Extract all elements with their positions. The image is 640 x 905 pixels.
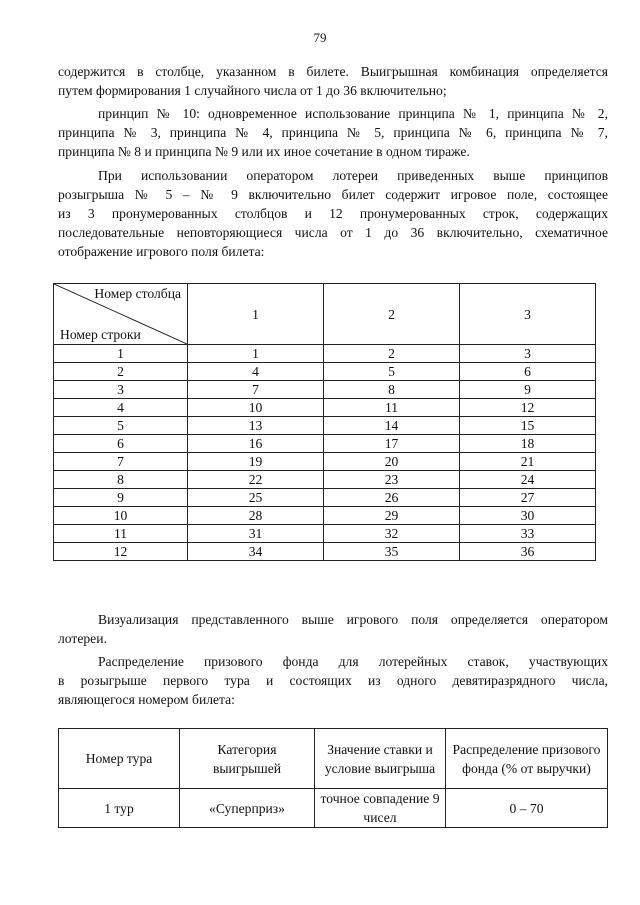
grid-number-cell: 16 — [188, 435, 324, 453]
grid-number-cell: 12 — [460, 399, 596, 417]
paragraph-5-line: Распределение призового фонда для лотерейных ставок, участвующих — [98, 654, 608, 669]
prize-cell: 1 тур — [59, 789, 180, 828]
prize-distribution-table — [58, 728, 608, 828]
prize-row — [59, 789, 608, 828]
row-number-label: Номер строки — [60, 327, 141, 342]
grid-number-cell: 31 — [188, 525, 324, 543]
paragraph-2-line: принципа № 3, принципа № 4, принципа № 5, принципа № 6, принципа № 7, — [58, 125, 608, 140]
grid-number-cell: 35 — [324, 543, 460, 561]
paragraph-2 — [58, 104, 608, 161]
grid-row — [54, 381, 596, 399]
prize-header-cell: Категория выигрышей — [180, 729, 315, 789]
paragraph-2-line: принципа № 8 и принципа № 9 или их иное сочетание в одном тираже. — [58, 144, 470, 159]
page-number: 79 — [313, 30, 327, 45]
grid-number-cell: 22 — [188, 471, 324, 489]
grid-row — [54, 525, 596, 543]
row-number-cell: 10 — [54, 507, 188, 525]
row-number-cell: 6 — [54, 435, 188, 453]
grid-row — [54, 507, 596, 525]
column-header: 3 — [460, 284, 596, 345]
paragraph-3-line: отображение игрового поля билета: — [58, 244, 265, 259]
grid-number-cell: 8 — [324, 381, 460, 399]
row-number-cell: 11 — [54, 525, 188, 543]
paragraph-3-line: розыгрыша № 5 – № 9 включительно билет содержит игровое поле, состоящее — [58, 187, 608, 202]
grid-row — [54, 471, 596, 489]
grid-row — [54, 363, 596, 381]
grid-number-cell: 28 — [188, 507, 324, 525]
row-number-cell: 12 — [54, 543, 188, 561]
row-number-cell: 1 — [54, 345, 188, 363]
grid-number-cell: 26 — [324, 489, 460, 507]
grid-number-cell: 21 — [460, 453, 596, 471]
grid-corner-cell — [54, 284, 188, 345]
grid-number-cell: 18 — [460, 435, 596, 453]
grid-number-cell: 9 — [460, 381, 596, 399]
grid-row — [54, 435, 596, 453]
prize-header-row — [59, 729, 608, 789]
grid-number-cell: 25 — [188, 489, 324, 507]
grid-number-cell: 19 — [188, 453, 324, 471]
grid-row — [54, 345, 596, 363]
grid-number-cell: 7 — [188, 381, 324, 399]
prize-header-cell: Номер тура — [59, 729, 180, 789]
grid-row — [54, 543, 596, 561]
grid-number-cell: 24 — [460, 471, 596, 489]
paragraph-1-line: путем формирования 1 случайного числа от 1 до 36 включительно; — [58, 83, 447, 98]
grid-number-cell: 29 — [324, 507, 460, 525]
grid-row — [54, 417, 596, 435]
grid-number-cell: 14 — [324, 417, 460, 435]
paragraph-4-line: Визуализация представленного выше игрового поля определяется оператором — [98, 612, 608, 627]
paragraph-1-line: содержится в столбце, указанном в билете. Выигрышная комбинация определяется — [58, 64, 608, 79]
grid-number-cell: 3 — [460, 345, 596, 363]
grid-number-cell: 27 — [460, 489, 596, 507]
grid-number-cell: 30 — [460, 507, 596, 525]
row-number-cell: 2 — [54, 363, 188, 381]
grid-number-cell: 23 — [324, 471, 460, 489]
grid-number-cell: 1 — [188, 345, 324, 363]
paragraph-1 — [58, 62, 608, 100]
paragraph-2-line: принцип № 10: одновременное использование принципа № 1, принципа № 2, — [98, 106, 608, 121]
row-number-cell: 3 — [54, 381, 188, 399]
grid-row — [54, 399, 596, 417]
grid-number-cell: 15 — [460, 417, 596, 435]
column-number-label: Номер столбца — [94, 286, 181, 301]
game-field-table — [53, 283, 596, 561]
prize-cell: точное совпадение 9 чисел — [315, 789, 446, 828]
paragraph-5 — [58, 652, 608, 709]
grid-number-cell: 10 — [188, 399, 324, 417]
paragraph-3-line: При использовании оператором лотереи приведенных выше принципов — [98, 168, 608, 183]
paragraph-5-line: являющегося номером билета: — [58, 692, 235, 707]
paragraph-3 — [58, 166, 608, 261]
grid-number-cell: 6 — [460, 363, 596, 381]
paragraph-4-line: лотереи. — [58, 631, 107, 646]
grid-header-row — [54, 284, 596, 345]
prize-header-cell: Распределение призового фонда (% от выручки) — [446, 729, 608, 789]
row-number-cell: 4 — [54, 399, 188, 417]
grid-number-cell: 36 — [460, 543, 596, 561]
grid-number-cell: 34 — [188, 543, 324, 561]
grid-number-cell: 4 — [188, 363, 324, 381]
row-number-cell: 9 — [54, 489, 188, 507]
prize-cell: «Суперприз» — [180, 789, 315, 828]
grid-row — [54, 453, 596, 471]
grid-number-cell: 20 — [324, 453, 460, 471]
grid-number-cell: 33 — [460, 525, 596, 543]
grid-row — [54, 489, 596, 507]
row-number-cell: 5 — [54, 417, 188, 435]
column-header: 2 — [324, 284, 460, 345]
row-number-cell: 8 — [54, 471, 188, 489]
column-header: 1 — [188, 284, 324, 345]
grid-number-cell: 17 — [324, 435, 460, 453]
grid-number-cell: 5 — [324, 363, 460, 381]
grid-number-cell: 11 — [324, 399, 460, 417]
grid-number-cell: 13 — [188, 417, 324, 435]
paragraph-5-line: в розыгрыше первого тура и состоящих из одного девятиразрядного числа, — [58, 673, 608, 688]
paragraph-3-line: последовательные неповторяющиеся числа от 1 до 36 включительно, схематичное — [58, 225, 608, 240]
prize-cell: 0 – 70 — [446, 789, 608, 828]
paragraph-3-line: из 3 пронумерованных столбцов и 12 пронумерованных строк, содержащих — [58, 206, 608, 221]
grid-number-cell: 32 — [324, 525, 460, 543]
row-number-cell: 7 — [54, 453, 188, 471]
grid-body — [54, 345, 596, 561]
paragraph-4 — [58, 610, 608, 648]
grid-number-cell: 2 — [324, 345, 460, 363]
prize-header-cell: Значение ставки и условие выигрыша — [315, 729, 446, 789]
